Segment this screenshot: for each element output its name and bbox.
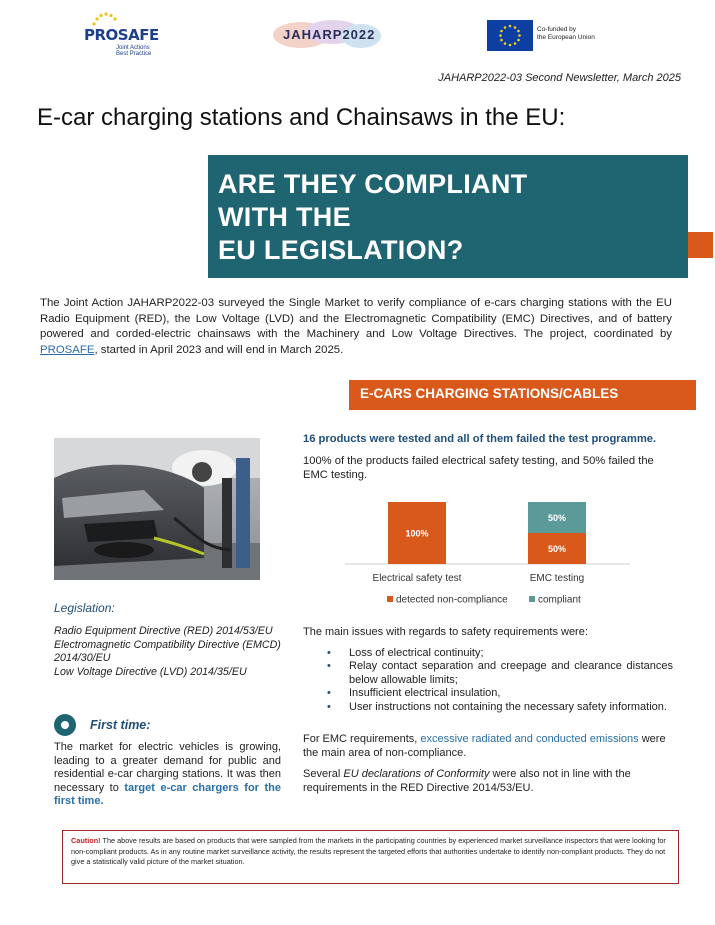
- jaharp-logo: [271, 18, 383, 50]
- page-title: E-car charging stations and Chainsaws in the EU:: [37, 104, 566, 131]
- legislation-box: [54, 601, 284, 679]
- emc-text-2: were the main area of non-compliance.: [303, 733, 666, 759]
- category-label: Electrical safety test: [372, 573, 462, 584]
- declarations-paragraph: [303, 768, 673, 795]
- caution-label: Caution!: [71, 836, 101, 845]
- banner-line-2: WITH THE: [218, 202, 351, 232]
- prosafe-tagline-2: Best Practice: [116, 51, 152, 57]
- category-label: EMC testing: [529, 573, 585, 584]
- compliance-banner: [208, 155, 688, 278]
- caution-box: [62, 830, 679, 884]
- intro-text-1: The Joint Action JAHARP2022-03 surveyed the Single Market to verify compliance of e-cars charging stations with the EU Radio Equipment (RED), the Low Voltage (LVD) and the Electromagnetic Compatibility (EMC) Directives, and of battery powered and corded-electric chainsaws with the Machinery and Low Voltage Directives. The project, coordinated by: [40, 297, 672, 340]
- first-time-label: First time:: [90, 718, 151, 732]
- list-item: • Insufficient electrical insulation,: [303, 687, 673, 701]
- intro-paragraph: [40, 296, 672, 358]
- compliance-chart: [345, 495, 630, 615]
- decl-text-2: were also not in line with the requirements in the RED Directive 2014/53/EU.: [303, 768, 631, 794]
- legend-swatch-0: [387, 596, 393, 602]
- issues-list: [303, 647, 673, 715]
- jaharp-wordmark: JAHARP2022: [283, 27, 376, 42]
- safety-issues: [303, 626, 673, 714]
- data-label: 50%: [547, 544, 567, 554]
- legislation-title: Legislation:: [54, 601, 115, 615]
- emc-text-1: For EMC requirements,: [303, 733, 421, 745]
- legislation-item-red: Radio Equipment Directive (RED) 2014/53/EU: [54, 625, 273, 637]
- legislation-item-lvd: Low Voltage Directive (LVD) 2014/35/EU: [54, 665, 247, 678]
- banner-line-1: ARE THEY COMPLIANT: [218, 169, 528, 199]
- legend-label: compliant: [538, 594, 581, 606]
- list-item: • Loss of electrical continuity;: [303, 647, 673, 661]
- section-heading: E-CARS CHARGING STATIONS/CABLES: [349, 380, 696, 410]
- prosafe-tagline: [116, 45, 151, 57]
- data-label: 50%: [547, 513, 567, 523]
- banner-text: [218, 168, 527, 267]
- prosafe-link[interactable]: PROSAFE: [40, 343, 95, 356]
- eu-cofunded-text: [537, 26, 595, 42]
- eu-line-2: the European Union: [537, 34, 595, 41]
- prosafe-logo: [84, 12, 164, 56]
- first-time-body: The market for electric vehicles is growing, leading to a greater demand for public and residential e-car charging stations. It was then necessary to: [54, 741, 281, 794]
- list-item: • User instructions not containing the necessary safety information.: [303, 701, 673, 715]
- target-icon: [54, 714, 76, 736]
- decl-text-1: Several: [303, 768, 344, 780]
- data-label: 100%: [405, 528, 429, 539]
- prosafe-name: PROSAFE: [84, 26, 159, 44]
- caution-text: The above results are based on products that were sampled from the markets in the participating countries by experienced market surveillance inspectors that were looking for non-compliant products. As in any routine market surveillance activity, the results represent the targeted efforts that authorities undertake to identify non-compliant products. They do not give a statistically valid picture of the market situation.: [71, 836, 666, 866]
- emc-highlight: excessive radiated and conducted emissions: [420, 733, 639, 745]
- eu-flag-icon: [487, 20, 533, 51]
- first-time-text: [54, 741, 281, 809]
- eu-cofunded-logo: [487, 20, 597, 52]
- decl-italic: EU declarations of Conformity: [343, 768, 490, 780]
- issues-intro: The main issues with regards to safety requirements were:: [303, 626, 588, 638]
- car-charging-illustration: [54, 438, 260, 580]
- list-item: • Relay contact separation and creepage and clearance distances below allowable limits;: [303, 660, 673, 687]
- prosafe-tagline-1: Joint Actions: [116, 45, 150, 51]
- legislation-item-emcd: Electromagnetic Compatibility Directive (EMCD) 2014/30/EU: [54, 638, 281, 664]
- failed-summary: 100% of the products failed electrical safety testing, and 50% failed the EMC testing.: [303, 455, 654, 481]
- eu-line-1: Co-funded by: [537, 26, 577, 33]
- banner-line-3: EU LEGISLATION?: [218, 235, 464, 265]
- newsletter-label: JAHARP2022-03 Second Newsletter, March 2025: [438, 72, 681, 84]
- tested-summary: 16 products were tested and all of them failed the test programme.: [303, 433, 657, 445]
- first-time-highlight: target e-car chargers for the first time.: [54, 781, 281, 807]
- first-time-heading: [54, 714, 284, 736]
- car-charging-photo: [54, 438, 260, 580]
- legend-swatch-1: [529, 596, 535, 602]
- intro-text-2: , started in April 2023 and will end in March 2025.: [94, 343, 344, 356]
- legend-label: detected non-compliance: [396, 594, 508, 606]
- emc-paragraph: [303, 733, 673, 760]
